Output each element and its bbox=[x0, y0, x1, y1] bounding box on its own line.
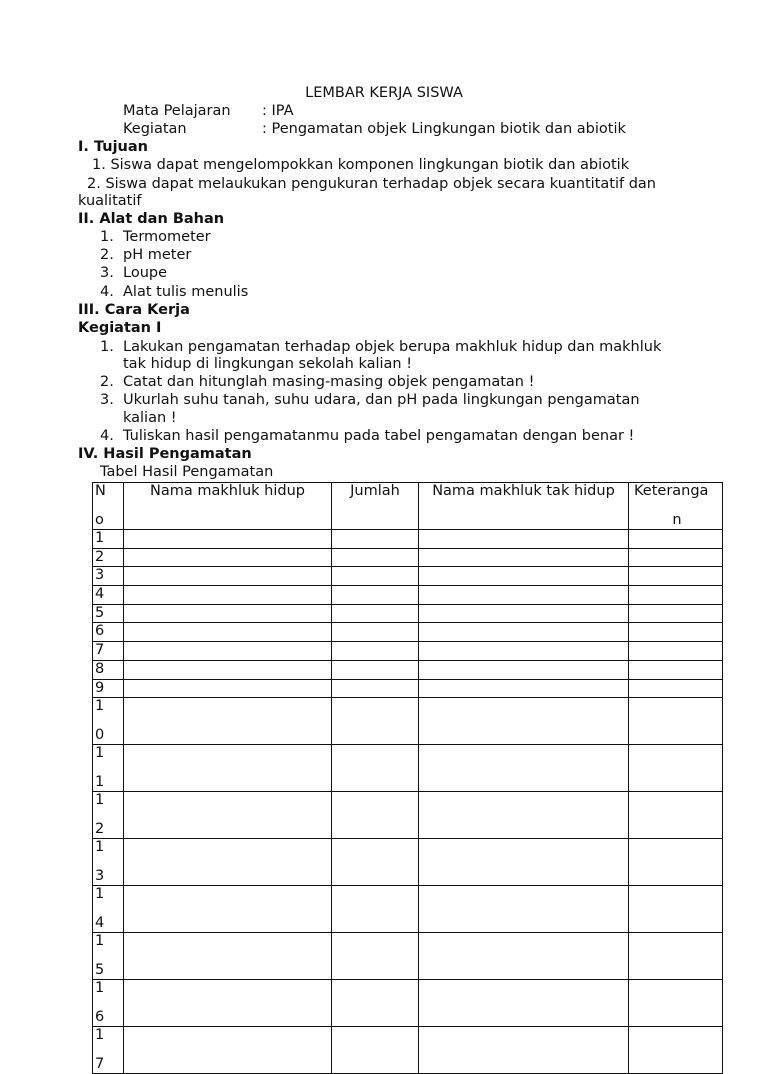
row-number-digit: 3 bbox=[95, 868, 105, 885]
step-text: tak hidup di lingkungan sekolah kalian ! bbox=[123, 356, 413, 372]
alat-item: Alat tulis menulis bbox=[123, 284, 249, 300]
living-name-cell[interactable] bbox=[124, 604, 332, 623]
row-number-digit: 7 bbox=[95, 1056, 105, 1073]
step-number: 1. bbox=[100, 339, 114, 355]
table-header-row bbox=[93, 483, 723, 530]
count-cell[interactable] bbox=[332, 567, 419, 586]
row-number bbox=[93, 745, 124, 792]
count-cell[interactable] bbox=[332, 886, 419, 933]
row-number: 6 bbox=[93, 623, 124, 642]
nonliving-name-cell[interactable] bbox=[419, 679, 629, 698]
header-note-a: Keteranga bbox=[634, 483, 709, 499]
row-number-digit: 1 bbox=[95, 792, 105, 809]
nonliving-name-cell[interactable] bbox=[419, 792, 629, 839]
count-cell[interactable] bbox=[332, 660, 419, 679]
section-tujuan-heading: I. Tujuan bbox=[78, 139, 148, 155]
section-cara-heading: III. Cara Kerja bbox=[78, 302, 190, 318]
step-text: Ukurlah suhu tanah, suhu udara, dan pH pada lingkungan pengamatan bbox=[123, 392, 640, 408]
alat-item: Termometer bbox=[123, 229, 211, 245]
count-cell[interactable] bbox=[332, 679, 419, 698]
count-cell[interactable] bbox=[332, 698, 419, 745]
note-cell[interactable] bbox=[629, 623, 723, 642]
note-cell[interactable] bbox=[629, 530, 723, 549]
step-number: 3. bbox=[100, 392, 114, 408]
row-number bbox=[93, 1027, 124, 1074]
table-caption: Tabel Hasil Pengamatan bbox=[100, 464, 274, 480]
count-cell[interactable] bbox=[332, 933, 419, 980]
living-name-cell[interactable] bbox=[124, 548, 332, 567]
living-name-cell[interactable] bbox=[124, 623, 332, 642]
table-row bbox=[93, 698, 723, 745]
living-name-cell[interactable] bbox=[124, 792, 332, 839]
note-cell[interactable] bbox=[629, 548, 723, 567]
living-name-cell[interactable] bbox=[124, 660, 332, 679]
note-cell[interactable] bbox=[629, 886, 723, 933]
count-cell[interactable] bbox=[332, 1027, 419, 1074]
nonliving-name-cell[interactable] bbox=[419, 933, 629, 980]
step-text: Lakukan pengamatan terhadap objek berupa makhluk hidup dan makhluk bbox=[123, 339, 662, 355]
table-row bbox=[93, 530, 723, 549]
row-number: 7 bbox=[93, 642, 124, 661]
row-number bbox=[93, 698, 124, 745]
table-row bbox=[93, 567, 723, 586]
table-row bbox=[93, 586, 723, 605]
subject-value: : IPA bbox=[262, 103, 294, 119]
living-name-cell[interactable] bbox=[124, 980, 332, 1027]
alat-item-number: 3. bbox=[100, 265, 114, 281]
header-count: Jumlah bbox=[332, 483, 419, 530]
nonliving-name-cell[interactable] bbox=[419, 1027, 629, 1074]
table-row bbox=[93, 745, 723, 792]
count-cell[interactable] bbox=[332, 745, 419, 792]
row-number bbox=[93, 792, 124, 839]
living-name-cell[interactable] bbox=[124, 642, 332, 661]
note-cell[interactable] bbox=[629, 745, 723, 792]
step-number: 2. bbox=[100, 374, 114, 390]
step-text: Tuliskan hasil pengamatanmu pada tabel pengamatan dengan benar ! bbox=[123, 428, 635, 444]
count-cell[interactable] bbox=[332, 839, 419, 886]
header-note-b: n bbox=[672, 512, 682, 528]
step-number: 4. bbox=[100, 428, 114, 444]
row-number-digit: 5 bbox=[95, 962, 105, 979]
table-row bbox=[93, 604, 723, 623]
row-number: 3 bbox=[93, 567, 124, 586]
subject-label: Mata Pelajaran bbox=[123, 103, 231, 119]
table-row bbox=[93, 886, 723, 933]
note-cell[interactable] bbox=[629, 698, 723, 745]
alat-item: Loupe bbox=[123, 265, 168, 281]
nonliving-name-cell[interactable] bbox=[419, 586, 629, 605]
tujuan-item-continuation: kualitatif bbox=[78, 193, 142, 209]
nonliving-name-cell[interactable] bbox=[419, 745, 629, 792]
step-text: Catat dan hitunglah masing-masing objek pengamatan ! bbox=[123, 374, 535, 390]
observation-table bbox=[92, 482, 723, 1074]
living-name-cell[interactable] bbox=[124, 698, 332, 745]
row-number-digit: 1 bbox=[95, 933, 105, 950]
section-alat-heading: II. Alat dan Bahan bbox=[78, 211, 225, 227]
row-number-digit: 0 bbox=[95, 727, 105, 744]
section-hasil-heading: IV. Hasil Pengamatan bbox=[78, 446, 252, 462]
table-row bbox=[93, 642, 723, 661]
row-number bbox=[93, 980, 124, 1027]
count-cell[interactable] bbox=[332, 548, 419, 567]
note-cell[interactable] bbox=[629, 933, 723, 980]
header-note bbox=[629, 483, 723, 530]
row-number: 2 bbox=[93, 548, 124, 567]
count-cell[interactable] bbox=[332, 604, 419, 623]
count-cell[interactable] bbox=[332, 980, 419, 1027]
alat-item-number: 2. bbox=[100, 247, 114, 263]
page-title: LEMBAR KERJA SISWA bbox=[305, 85, 463, 101]
alat-item-number: 1. bbox=[100, 229, 114, 245]
nonliving-name-cell[interactable] bbox=[419, 623, 629, 642]
table-row bbox=[93, 980, 723, 1027]
table-row bbox=[93, 933, 723, 980]
note-cell[interactable] bbox=[629, 660, 723, 679]
table-row bbox=[93, 1027, 723, 1074]
nonliving-name-cell[interactable] bbox=[419, 886, 629, 933]
count-cell[interactable] bbox=[332, 586, 419, 605]
count-cell[interactable] bbox=[332, 642, 419, 661]
table-row bbox=[93, 623, 723, 642]
activity-value: : Pengamatan objek Lingkungan biotik dan abiotik bbox=[262, 121, 626, 137]
header-no-a: N bbox=[95, 483, 106, 499]
note-cell[interactable] bbox=[629, 586, 723, 605]
row-number-digit: 4 bbox=[95, 915, 105, 932]
living-name-cell[interactable] bbox=[124, 933, 332, 980]
row-number bbox=[93, 886, 124, 933]
header-nonliving: Nama makhluk tak hidup bbox=[419, 483, 629, 530]
row-number-digit: 1 bbox=[95, 886, 105, 903]
count-cell[interactable] bbox=[332, 792, 419, 839]
table-row bbox=[93, 548, 723, 567]
header-no bbox=[93, 483, 124, 530]
step-text: kalian ! bbox=[123, 410, 177, 426]
row-number: 5 bbox=[93, 604, 124, 623]
row-number-digit: 1 bbox=[95, 980, 105, 997]
row-number-digit: 2 bbox=[95, 821, 105, 838]
row-number-digit: 1 bbox=[95, 774, 105, 791]
row-number: 8 bbox=[93, 660, 124, 679]
living-name-cell[interactable] bbox=[124, 586, 332, 605]
row-number-digit: 1 bbox=[95, 698, 105, 715]
living-name-cell[interactable] bbox=[124, 530, 332, 549]
nonliving-name-cell[interactable] bbox=[419, 567, 629, 586]
living-name-cell[interactable] bbox=[124, 886, 332, 933]
kegiatan-subheading: Kegiatan I bbox=[78, 320, 162, 336]
row-number bbox=[93, 933, 124, 980]
note-cell[interactable] bbox=[629, 980, 723, 1027]
tujuan-item: 2. Siswa dapat melaukukan pengukuran terhadap objek secara kuantitatif dan bbox=[87, 176, 656, 192]
row-number-digit: 6 bbox=[95, 1009, 105, 1026]
table-row bbox=[93, 679, 723, 698]
header-living: Nama makhluk hidup bbox=[124, 483, 332, 530]
nonliving-name-cell[interactable] bbox=[419, 698, 629, 745]
nonliving-name-cell[interactable] bbox=[419, 604, 629, 623]
living-name-cell[interactable] bbox=[124, 679, 332, 698]
table-row bbox=[93, 660, 723, 679]
note-cell[interactable] bbox=[629, 792, 723, 839]
row-number: 4 bbox=[93, 586, 124, 605]
row-number-digit: 1 bbox=[95, 745, 105, 762]
activity-label: Kegiatan bbox=[123, 121, 187, 137]
count-cell[interactable] bbox=[332, 530, 419, 549]
row-number-digit: 1 bbox=[95, 1027, 105, 1044]
note-cell[interactable] bbox=[629, 642, 723, 661]
nonliving-name-cell[interactable] bbox=[419, 660, 629, 679]
table-row bbox=[93, 839, 723, 886]
living-name-cell[interactable] bbox=[124, 567, 332, 586]
note-cell[interactable] bbox=[629, 604, 723, 623]
row-number: 9 bbox=[93, 679, 124, 698]
nonliving-name-cell[interactable] bbox=[419, 530, 629, 549]
note-cell[interactable] bbox=[629, 839, 723, 886]
table-row bbox=[93, 792, 723, 839]
tujuan-item: 1. Siswa dapat mengelompokkan komponen lingkungan biotik dan abiotik bbox=[92, 157, 630, 173]
nonliving-name-cell[interactable] bbox=[419, 642, 629, 661]
living-name-cell[interactable] bbox=[124, 745, 332, 792]
note-cell[interactable] bbox=[629, 567, 723, 586]
row-number: 1 bbox=[93, 530, 124, 549]
header-no-b: o bbox=[95, 512, 104, 528]
nonliving-name-cell[interactable] bbox=[419, 839, 629, 886]
nonliving-name-cell[interactable] bbox=[419, 548, 629, 567]
row-number-digit: 1 bbox=[95, 839, 105, 856]
alat-item: pH meter bbox=[123, 247, 192, 263]
count-cell[interactable] bbox=[332, 623, 419, 642]
alat-item-number: 4. bbox=[100, 284, 114, 300]
note-cell[interactable] bbox=[629, 679, 723, 698]
row-number bbox=[93, 839, 124, 886]
living-name-cell[interactable] bbox=[124, 1027, 332, 1074]
note-cell[interactable] bbox=[629, 1027, 723, 1074]
nonliving-name-cell[interactable] bbox=[419, 980, 629, 1027]
living-name-cell[interactable] bbox=[124, 839, 332, 886]
